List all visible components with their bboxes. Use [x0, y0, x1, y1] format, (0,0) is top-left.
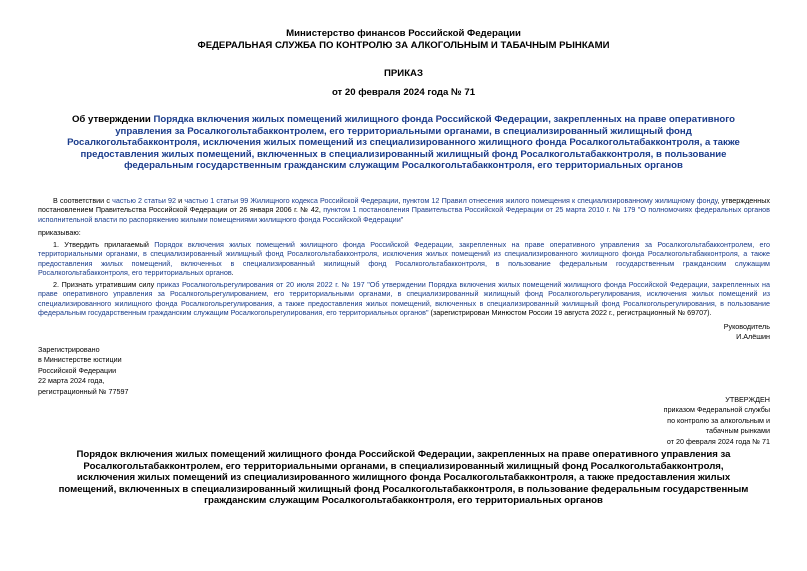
- order-word: приказываю:: [38, 228, 81, 237]
- order-item-1: 1. Утвердить прилагаемый Порядок включения жилых помещений жилищного фонда Российской Федерации, закрепленных на праве оперативного управления за Росалкогольтабакконтролем, его территориальными органами, в специализированный жилищный фонд Росалкогольтабакконтроля, исключения жилых помещений из специализированного жилищного фонда Росалкогольтабакконтроля, а также предоставления жилых помещений, включенных в специализированный жилищный фонд Росалкогольтабакконтроля, в пользование федеральным государственным гражданским служащим Росалкогольтабакконтроля, его территориальных органов.: [38, 240, 771, 277]
- ministry-name: Министерство финансов Российской Федерации: [286, 28, 521, 39]
- doc-date-number: от 20 февраля 2024 года № 71: [331, 87, 476, 98]
- order-item-2: 2. Признать утратившим силу приказ Росалкогольрегулирования от 20 июля 2022 г. № 197 "Об утверждении Порядка включения жилых помещений жилищного фонда Российской Федерации, закрепленных на праве оперативного управления за Росалкогольрегулированием, его территориальными органами, в специализированный жилищный фонд Росалкогольрегулирования, исключения жилых помещений из специализированного жилищного фонда Росалкогольрегулирования, а также предоставления жилых помещений, включенных в специализированный жилищный фонд Росалкогольрегулирования, в пользование федеральным государственным гражданским служащим Росалкогольрегулирования, его территориальных органов" (зарегистрирован Минюстом России 19 августа 2022 г., регистрационный № 69707).: [38, 280, 770, 317]
- preamble-paragraph: В соответствии с частью 2 статьи 92 и частью 1 статьи 99 Жилищного кодекса Российской Федерации, пунктом 12 Правил отнесения жилого помещения к специализированному жилищному фонду, утвержденных постановлением Правительства Российской Федерации от 26 января 2006 г. № 42, пунктом 1 постановления Правительства Российской Федерации от 25 марта 2010 г. № 179 "О полномочиях федеральных органов исполнительной власти по распоряжению жилыми помещениями жилищного фонда Российской Федерации": [38, 196, 770, 224]
- link-approved-procedure[interactable]: Порядок включения жилых помещений жилищного фонда Российской Федерации, закрепленных на праве оперативного управления за Росалкогольтабакконтролем, его территориальными органами, в специализированный жилищный фонд Росалкогольтабакконтроля, исключения жилых помещений из специализированного жилищного фонда Росалкогольтабакконтроля, а также предоставления жилых помещений, включенных в специализированный жилищный фонд Росалкогольтабакконтроля, в пользование федеральным государственным гражданским служащим Росалкогольтабакконтроля, его территориальных органов: [38, 240, 771, 277]
- document-title: [58, 114, 749, 172]
- signature-name: И.Алёшин: [736, 332, 770, 342]
- document-header: [0, 28, 807, 52]
- signature-position: Руководитель: [723, 322, 770, 331]
- title-link[interactable]: Порядка включения жилых помещений жилищного фонда Российской Федерации, закрепленных на праве оперативного управления за Росалкогольтабакконтролем, его территориальными органами, в специализированный жилищный фонд Росалкогольтабакконтроля, исключения жилых помещений из специализированного жилищного фонда Росалкогольтабакконтроля, а также предоставления жилых помещений, включенных в специализированный жилищный фонд Росалкогольтабакконтроля, в пользование федеральным государственным гражданским служащим Росалкогольтабакконтроля, его территориальных органов: [67, 114, 740, 172]
- title-prefix: Об утверждении: [71, 114, 154, 125]
- registration-block: Зарегистрировано в Министерстве юстиции Российской Федерации 22 марта 2024 года, регистрационный № 77597: [38, 345, 129, 396]
- link-order-197[interactable]: приказ Росалкогольрегулирования от 20 июля 2022 г. № 197 "Об утверждении Порядка включения жилых помещений жилищного фонда Российской Федерации, закрепленных на праве оперативного управления за Росалкогольрегулированием, его территориальными органами, в специализированный жилищный фонд Росалкогольрегулирования, исключения жилых помещений из специализированного жилищного фонда Росалкогольрегулирования, а также предоставления жилых помещений, включенных в специализированный жилищный фонд Росалкогольрегулирования, в пользование федеральным государственным гражданским служащим Росалкогольрегулирования, его территориальных органов": [38, 280, 770, 317]
- doc-type: ПРИКАЗ: [384, 68, 423, 79]
- appendix-title: Порядок включения жилых помещений жилищного фонда Российской Федерации, закрепленных на праве оперативного управления за Росалкогольтабакконтролем, его территориальными органами, в специализированный жилищный фонд Росалкогольтабакконтроля, исключения жилых помещений из специализированного жилищного фонда Росалкогольтабакконтроля, а также предоставления жилых помещений, включенных в специализированный жилищный фонд Росалкогольтабакконтроля, в пользование федеральным государственным гражданским служащим Росалкогольтабакконтроля, его территориальных органов: [58, 449, 749, 507]
- link-resolution-179[interactable]: пунктом 1 постановления Правительства Российской Федерации от 25 марта 2010 г. № 179 "О полномочиях федеральных органов исполнительной власти по распоряжению жилыми помещениями жилищного фонда Российской Федерации": [38, 205, 770, 224]
- link-article-99[interactable]: частью 1 статьи 99 Жилищного кодекса Российской Федерации: [184, 196, 399, 205]
- approval-stamp: УТВЕРЖДЕН приказом Федеральной службы по контролю за алкогольным и табачным рынками от 20 февраля 2024 года № 71: [663, 395, 770, 446]
- signature-block: [724, 322, 770, 343]
- service-name: ФЕДЕРАЛЬНАЯ СЛУЖБА ПО КОНТРОЛЮ ЗА АЛКОГОЛЬНЫМ И ТАБАЧНЫМ РЫНКАМИ: [197, 40, 610, 51]
- link-article-92[interactable]: частью 2 статьи 92: [112, 196, 177, 205]
- link-rules-point-12[interactable]: пунктом 12 Правил отнесения жилого помещения к специализированному жилищному фонду: [402, 196, 718, 205]
